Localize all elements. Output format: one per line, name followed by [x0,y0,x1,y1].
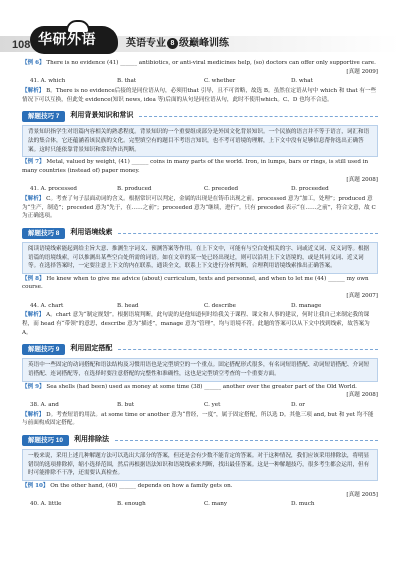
answer-options [22,185,378,194]
question-text: On the other hand, (40) ______ depends on how a family gets on. [48,482,233,489]
answer-option: D. what [291,78,313,85]
answer-option: C. many [204,501,228,508]
tip-box: 背景知识指学生对语篇内容相关的熟悉程度。背景知识的一个重要组成部分是外国文化背景知识。一个民族的语言并不等于语言，词汇和语法的集合体，它还蕴涵着该民族的文化。完型填空有的题目不考语言知识，也不考可语境的理解，上下文中没有足够信息帮你选出正确答案。这时只能依靠背景知识和常识作出判断。 [22,125,378,157]
brand-text: 华研外语 [38,31,96,47]
answer-option: B. enough [117,501,146,508]
answer-option: C. whether [204,78,236,85]
explanation-label: 【解析】 [22,411,45,418]
page-content [22,58,378,509]
section-rule [139,116,378,117]
explanation-label: 【解析】 [22,312,45,319]
question-label: 【例 6】 [22,60,45,66]
answer-options [22,401,378,410]
section-name: 利用语境线索 [70,228,113,236]
answer-option: 38. A. and [30,402,59,409]
source-tag: [真题 2009] [346,68,378,75]
series-badge: 8 [167,38,178,49]
explanation [22,87,378,104]
page-number: 108 [12,39,31,51]
answer-option: B. head [117,302,139,309]
explanation [22,411,378,428]
section-name: 利用背景知识和常识 [70,112,134,120]
section-heading [22,111,378,122]
section-rule [118,349,378,350]
question-text: There is no evidence (41) ______ antibiotics, or anti-viral medicines help, (so) doctors can offer only supportive care. [44,60,376,66]
page-header [0,0,400,58]
section-heading [22,344,378,355]
question [22,158,378,175]
answer-option: C. describe [204,302,236,309]
question [22,275,378,292]
section-pill: 解题技巧 9 [22,344,65,355]
question-text: Sea shells (had been) used as money at some time (38) ______ another over the greater part of the Old World. [44,383,357,390]
explanation-label: 【解析】 [22,87,45,94]
tip-box: 阅读语境线索能起到给主旨大意、推测生字词义、预测答案等作用。在上下文中，可能有与空白处相关的字、词或近义词、反义词等。根据语篇的语境线索，可以推测出某些空白处所需的词语。如在文章的某一处已经出现过，则可以沿用上下文语境的，或是其同义词、近义词等。在选择答案时，一定要注意上下文的内在联系，通读全文，联系上下文进行分析判断，合理利用语境线索推出正确答案。 [22,242,378,274]
answer-options [22,302,378,311]
source-tag: [真题 2007] [346,293,378,300]
explanation-text: A。chart 意为“制定规划”。根据语境判断，此句说的是他知道何时给我关于课程、课文和人事的建议，何时让我自己来制定我的课程，而 head 有“带领”的意思，describe 意为“描述”，manage 意为“管理”，均与语境不符。此题的答案可以从下文中找到线索，故答案为 A。 [22,312,370,336]
source-tag: [真题 2008] [346,392,378,399]
question-label: 【例 9】 [22,383,45,390]
section-name: 利用排除法 [74,436,110,444]
explanation [22,311,378,337]
section-heading [22,435,378,446]
answer-option: 40. A. little [30,501,62,508]
source-tag: [真题 2005] [346,491,378,498]
question-text: Metal, valued by weight, (41) ______ coins in many parts of the world. Iron, in lumps, bars or rings, is still used in many countries (instead of) paper money. [22,159,369,174]
answer-option: 41. A. which [30,78,66,85]
explanation-label: 【解析】 [22,195,45,202]
answer-option: D. much [291,501,315,508]
tip-box: 一般来说，采用上述几种解题方法可以选出大部分的答案，但还是会有少数不能肯定的答案。对于这种情况，我们应该采用排除法，将明显错误的选项排除掉，缩小选择范围，然后再根据语法知识和语境线索来判断，找出最佳答案。这是一种解题技巧，很多考生都会运用，但有时可能排除不干净，还需要认真检查。 [22,449,378,481]
explanation [22,195,378,221]
brand-logo [30,20,122,54]
answer-option: B. that [117,78,137,85]
section-rule [118,233,378,234]
answer-option: B. produced [117,186,152,193]
answer-options [22,500,378,509]
series-prefix: 英语专业 [126,38,166,49]
explanation-text: C。考查了句子层面动词的含义。根据常识可以判定，金属的出现是在铸币出现之前。processed 意为“加工，处理”；produced 意为“生产，制造”；preceded 意为“先于，在……之前”；proceeded 意为“继续，进行”。只有 preceded 表示“在……之前”，符合文意，故 C 为正确选项。 [22,195,376,220]
answer-options [22,77,378,86]
section-heading [22,228,378,239]
source-tag: [真题 2008] [346,176,378,183]
answer-option: D. or [291,402,305,409]
section-pill: 解题技巧 8 [22,228,65,239]
answer-option: C. preceded [204,186,239,193]
section-name: 利用固定搭配 [70,345,113,353]
answer-option: 44. A. chart [30,302,64,309]
series-title [126,36,229,52]
question [22,383,378,392]
section-pill: 解题技巧 7 [22,111,65,122]
question-text: He knew when to give me advice (about) curriculum, texts and personnel, and when to let me (44) ______ my own course. [22,275,369,291]
tip-box: 英语中一些固定的动词搭配和语法结构及习惯用语也是完型填空的一个重点。固定搭配形式很多，有名词短语搭配、动词短语搭配、介词短语搭配、连词搭配等，在选择时要注意搭配的完整性和准确性，这也是完型填空考查的一个重要方面。 [22,358,378,381]
answer-option: B. but [117,402,135,409]
section-pill: 解题技巧 10 [22,435,69,446]
answer-option: D. proceeded [291,186,329,193]
answer-option: C. yet [204,402,221,409]
answer-option: 41. A. processed [30,186,77,193]
explanation-text: D。考查短语的用法。at some time or another 意为“曾经，一度”，属于固定搭配，所以选 D。其他三项 and, but 和 yet 均不能与前面构成固定搭配。 [22,411,374,427]
question [22,59,378,68]
series-suffix: 级巅峰训练 [179,38,229,49]
question-label: 【例 7】 [22,159,45,166]
explanation-text: B。There is no evidence后接的是同位语从句，必须用that 引导，且不可省略，故选 B。虽然在定语从句中 which 和 that 有一些情况下可以互换，但此处 evidence(知识 news, idea 等)后面的从句是同位语从句，此时不使用which。C、D 也均不合适。 [22,87,377,103]
section-rule [115,440,378,441]
question [22,482,378,491]
question-label: 【例 8】 [22,275,45,282]
answer-option: D. manage [291,302,322,309]
question-label: 【例 10】 [22,482,49,489]
